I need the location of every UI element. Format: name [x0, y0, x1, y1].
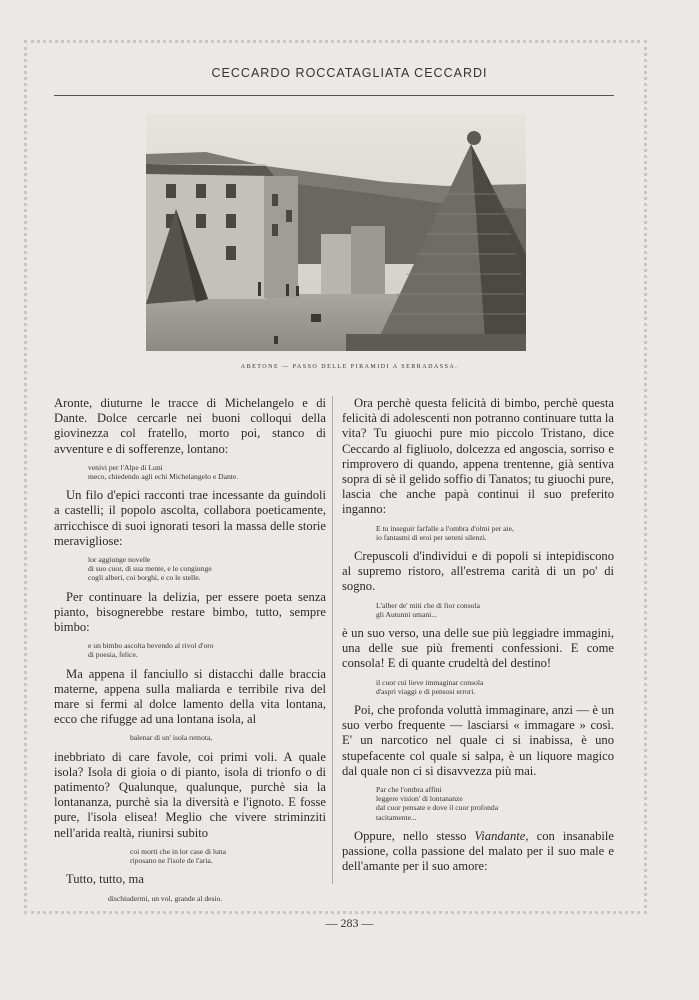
header-rule — [54, 95, 614, 96]
verse-line: balenar di un' isola remota, — [130, 733, 213, 743]
verse-line: E tu inseguir farfalle a l'ombra d'olmi per aie, — [376, 523, 514, 533]
verse-line: di suo cuor, di sua mente, e le congiunge — [88, 564, 212, 574]
book-title: Viandante — [474, 828, 526, 843]
verse-line: io fantasmi di eroi per sereni silenzi. — [376, 532, 487, 542]
verse-quote — [376, 601, 614, 619]
verse-line: d'aspri viaggi e di pensosi errori. — [376, 686, 476, 696]
verse-quote — [88, 555, 326, 583]
verse-quote — [376, 678, 614, 696]
verse-line: lor aggiunge novelle — [88, 555, 151, 565]
verse-line: venivi per l'Alpe di Luni — [88, 462, 163, 472]
paragraph: Ora perchè questa felicità di bimbo, perchè questa felicità di adolescenti non potranno continuare tutta la vita? Tu giuochi pure mio piccolo Tristano, dice Ceccardo al figliuolo, dolcezza ed angoscia, sorriso e rimprovero di quando, appena trentenne, già sentiva sopra di sè il gelido soffio di Tanatos; tu giuochi pure, lascia che anche papà continui il suo preferito inganno: — [342, 396, 614, 517]
photo-caption: ABETONE — PASSO DELLE PIRAMIDI A SERRADASSA. — [240, 364, 459, 370]
verse-quote — [130, 847, 326, 865]
verse-line: tacitamente... — [376, 812, 417, 822]
verse-line: dischiudermi, un vol, grande al desio. — [108, 893, 223, 903]
verse-line: di poesia, felice. — [88, 650, 138, 660]
paragraph: Ma appena il fanciullo si distacchi dalle braccia materne, appena sulla maliarda e terribile riva del mare si fermi al dolce lamento della vita lontana, ecco che rifugge ad una lontana isola, al — [54, 666, 326, 727]
paragraph — [342, 829, 614, 875]
verse-line: Par che l'ombra affini — [376, 785, 442, 795]
verse-line: meco, chiedendo agli echi Michelangelo e Dante. — [88, 472, 239, 482]
verse-line: gli Autunni umani... — [376, 609, 437, 619]
verse-line: dal cuor pensate e dove il cuor profonda — [376, 803, 499, 813]
paragraph: Crepuscoli d'individui e di popoli si intepidiscono al supremo ristoro, all'estrema carità di un po' di sogno. — [342, 549, 614, 594]
paragraph: Tutto, tutto, ma — [66, 872, 144, 887]
verse-quote — [108, 894, 326, 903]
photo-illustration — [146, 114, 526, 351]
paragraph: Aronte, diuturne le tracce di Michelangelo e di Dante. Dolce cercarle nei buoni colloqui della giovinezza col fratello, morto poi, stanco di avventure e di sofferenze, lontano: — [54, 396, 326, 456]
verse-line: coi morti che in lor case di luna — [130, 846, 226, 856]
column-divider — [332, 396, 333, 884]
paragraph-text: , con insanabile passione, colla passione del malato per il suo male e dell'amante per il suo amore: — [342, 828, 614, 874]
photograph — [146, 114, 526, 351]
verse-line: cogli alberi, coi borghi, e co le stelle. — [88, 573, 201, 583]
right-column — [342, 396, 614, 881]
paragraph: inebbriato di care favole, coi primi voli. A quale isola? Isola di gioia o di pianto, isola di trionfo o di patimento? Qualunque, qualunque, purchè sia la lontananza, purchè sia la diversità e l'ignoto. E fosse pure, l'isola elisea! Meglio che vivere striminziti nell'arida realtà, riunirsi subito — [54, 749, 326, 840]
paragraph: Un filo d'epici racconti trae incessante da guindoli a castelli; il popolo ascolta, collabora poeticamente, arricchisce di suoi ignorati tesori la massa delle storie meravigliose: — [54, 488, 326, 548]
verse-quote — [130, 733, 326, 742]
paragraph-text: Oppure, nello stesso — [354, 828, 475, 843]
left-column — [54, 396, 326, 910]
paragraph: è un suo verso, una delle sue più leggiadre immagini, una delle sue più frementi confessioni. E come consola! E di quante crudeltà del destino! — [342, 626, 614, 671]
page-number: — 283 — — [325, 916, 374, 930]
verse-quote — [376, 785, 614, 822]
verse-quote — [376, 524, 614, 542]
verse-quote — [88, 641, 326, 659]
paragraph: Per continuare la delizia, per essere poeta senza pianto, bisognerebbe restare bimbo, tutto, sempre bimbo: — [54, 589, 326, 635]
verse-line: riposano ne l'isole de l'aria. — [130, 856, 213, 866]
running-header: CECCARDO ROCCATAGLIATA CECCARDI — [211, 66, 488, 80]
verse-line: e un bimbo ascolta bevendo al rivol d'oro — [88, 641, 214, 651]
verse-line: leggere vision' di lontananze — [376, 794, 463, 804]
paragraph: Poi, che profonda voluttà immaginare, anzi — è un suo verbo frequente — lasciarsi « immagare » così. E' un narcotico nel quale ci si inabissa, è uno stupefacente col quale si salpa, è un liquore magico dal quale non ci si disavvezza più mai. — [342, 703, 614, 778]
verse-line: L'alber de' miti che di fior consola — [376, 600, 480, 610]
verse-quote — [88, 463, 326, 481]
verse-line: il cuor cui lieve immaginar consola — [376, 677, 484, 687]
